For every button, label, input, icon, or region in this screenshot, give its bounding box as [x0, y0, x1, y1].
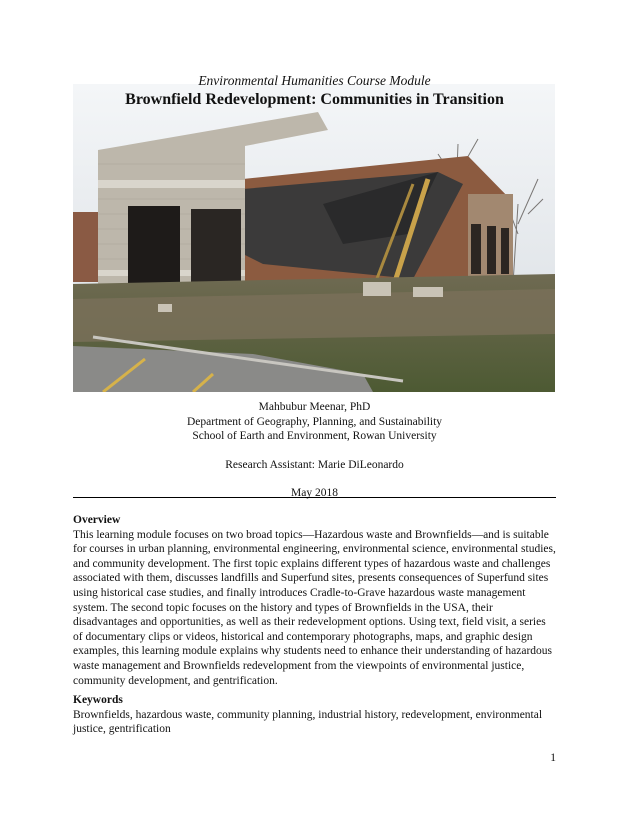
- author-department: Department of Geography, Planning, and Sustainability: [186, 415, 443, 428]
- document-header: [73, 73, 556, 110]
- keywords-section: [73, 693, 556, 737]
- document-title: Brownfield Redevelopment: Communities in Transition: [125, 91, 504, 108]
- overview-body: This learning module focuses on two broad topics—Hazardous waste and Brownfields—and is suitable for courses in urban planning, environmental engineering, environmental science, environmental studies, and community development. The first topic explains different types of hazardous waste and challenges associated with them, discusses landfills and Superfund sites, presents consequences of Superfund sites using historical case studies, and finally introduces Cradle-to-Grave hazardous waste management system. The second topic focuses on the history and types of Brownfields in the USA, their disadvantages and opportunities, as well as their redevelopment options. Using text, field visit, a series of documentary clips or videos, historical and contemporary photographs, maps, and graphic design examples, this learning module explains why students need to enhance their understanding of hazardous waste management and Brownfields redevelopment from the viewpoints of environmental justice, community development, and gentrification.: [73, 528, 556, 687]
- cover-photo-ruined-building: [73, 84, 555, 392]
- author-name: Mahbubur Meenar, PhD: [258, 401, 371, 413]
- publication-date: May 2018: [291, 487, 338, 500]
- research-assistant: Research Assistant: Marie DiLeonardo: [225, 458, 404, 471]
- page-number: 1: [550, 752, 556, 764]
- keywords-heading: Keywords: [73, 694, 123, 706]
- overview-heading: Overview: [73, 514, 121, 526]
- keywords-body: Brownfields, hazardous waste, community planning, industrial history, redevelopment, environmental justice, gentrification: [73, 708, 543, 736]
- module-subtitle: Environmental Humanities Course Module: [198, 73, 431, 88]
- overview-section: [73, 513, 556, 688]
- author-school: School of Earth and Environment, Rowan University: [192, 430, 437, 443]
- divider-rule: [73, 497, 556, 498]
- author-block: [73, 400, 556, 501]
